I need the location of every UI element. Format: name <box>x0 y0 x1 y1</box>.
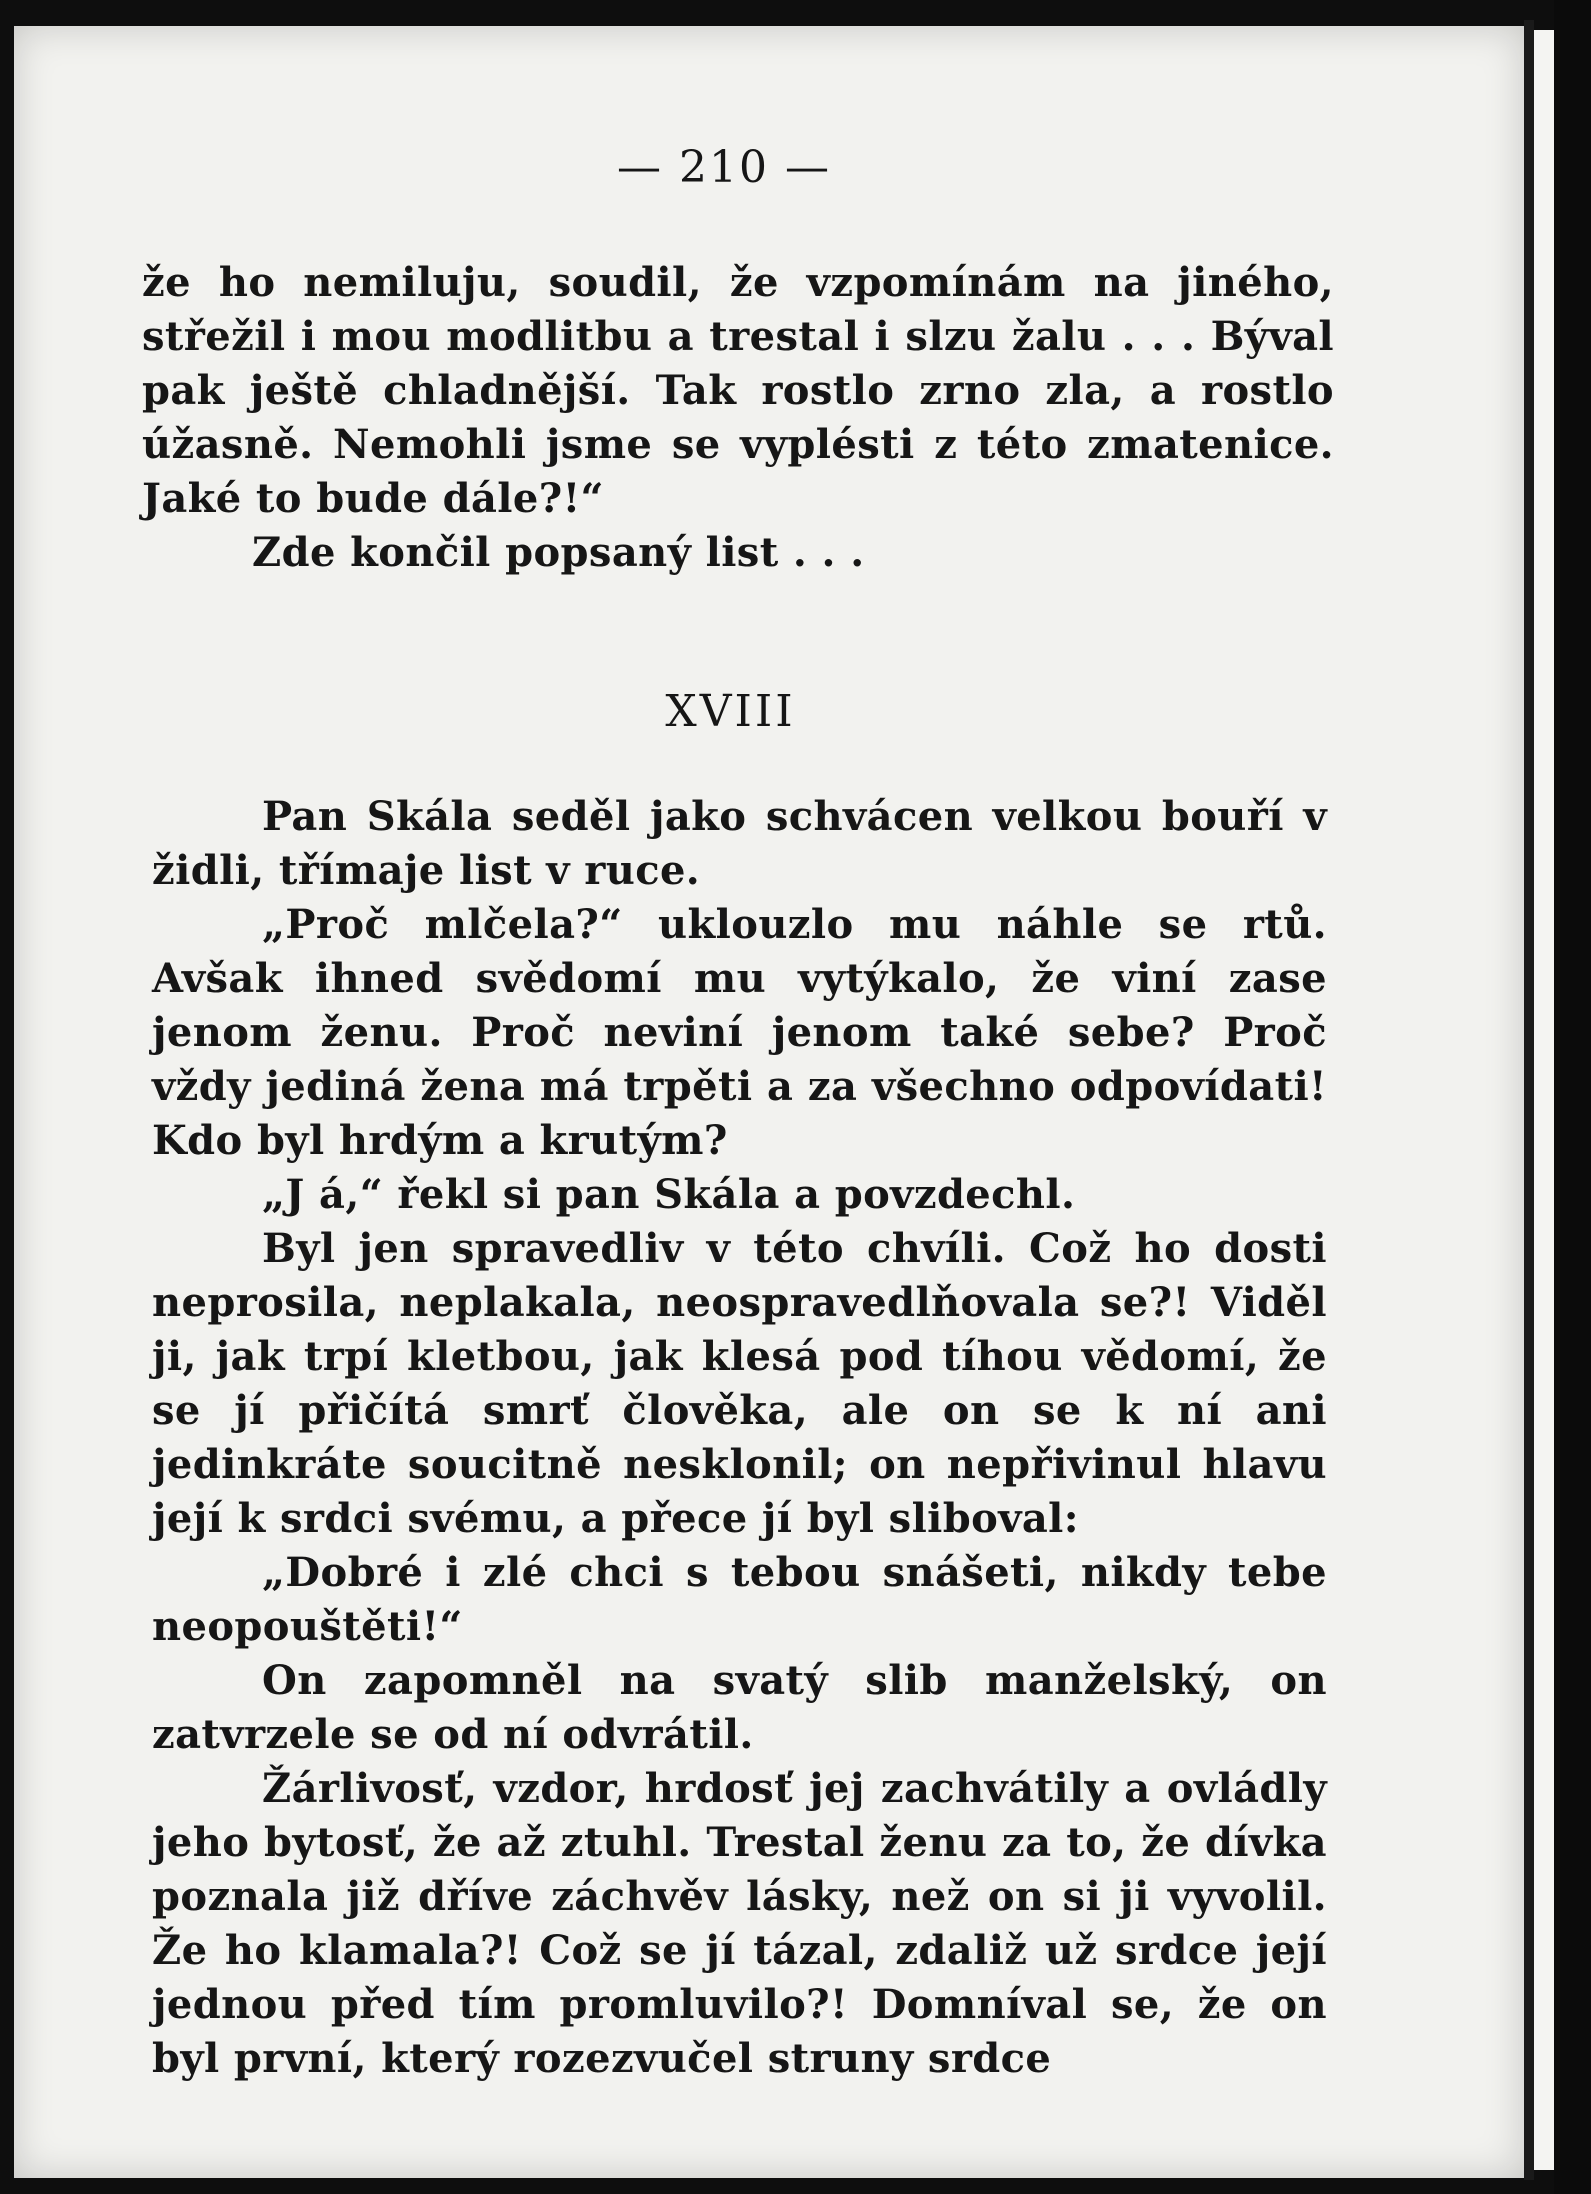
scan-border <box>1554 0 1591 2194</box>
page-number: — 210 — <box>617 142 831 193</box>
paragraph: „Proč mlčela?“ uklouzlo mu náhle se rtů. Avšak ihned svědomí mu vytýkalo, že viní zase jenom ženu. Proč neviní jenom také sebe? Proč vždy jediná žena má trpěti a za všechno odpovídati! Kdo byl hrdým a krutým? <box>152 901 1327 1164</box>
paragraph: „Dobré i zlé chci s tebou snášeti, nikdy tebe neopouštěti!“ <box>152 1549 1327 1650</box>
chapter-heading: XVIII <box>665 686 796 737</box>
paragraph: Byl jen spravedliv v této chvíli. Což ho dosti neprosila, neplakala, neospravedlňovala se?! Viděl ji, jak trpí kletbou, jak klesá pod tíhou vědomí, že se jí přičítá smrť člověka, ale on se k ní ani jedinkráte soucitně nesklonil; on nepřivinul hlavu její k srdci svému, a přece jí byl sliboval: <box>152 1225 1327 1542</box>
page-edge-shadow <box>1524 20 1534 2180</box>
paragraph: Pan Skála seděl jako schvácen velkou bouří v židli, třímaje list v ruce. <box>152 793 1327 894</box>
paragraph: „J á,“ řekl si pan Skála a povzdechl. <box>262 1171 1076 1218</box>
next-page-edge <box>1534 30 1554 2170</box>
paragraph: On zapomněl na svatý slib manželský, on zatvrzele se od ní odvrátil. <box>152 1657 1327 1758</box>
paragraph: že ho nemiluju, soudil, že vzpomínám na jiného, střežil i mou modlitbu a trestal i slzu žalu . . . Býval pak ještě chladnější. Tak rostlo zrno zla, a rostlo úžasně. Nemohli jsme se vyplésti z této zmatenice. Jaké to bude dále?!“ <box>142 259 1334 522</box>
paragraph: Žárlivosť, vzdor, hrdosť jej zachvátily a ovládly jeho bytosť, že až ztuhl. Trestal ženu za to, že dívka poznala již dříve záchvěv lásky, než on si ji vyvolil. Že ho klamala?! Což se jí tázal, zdaliž už srdce její jednou před tím promluvilo?! Domníval se, že on byl první, který rozezvučel struny srdce <box>152 1765 1327 2082</box>
text-block-chapter-body <box>152 790 1327 2086</box>
book-page <box>14 26 1524 2178</box>
paragraph: Zde končil popsaný list . . . <box>252 529 865 576</box>
text-block-before-chapter <box>142 256 1334 580</box>
